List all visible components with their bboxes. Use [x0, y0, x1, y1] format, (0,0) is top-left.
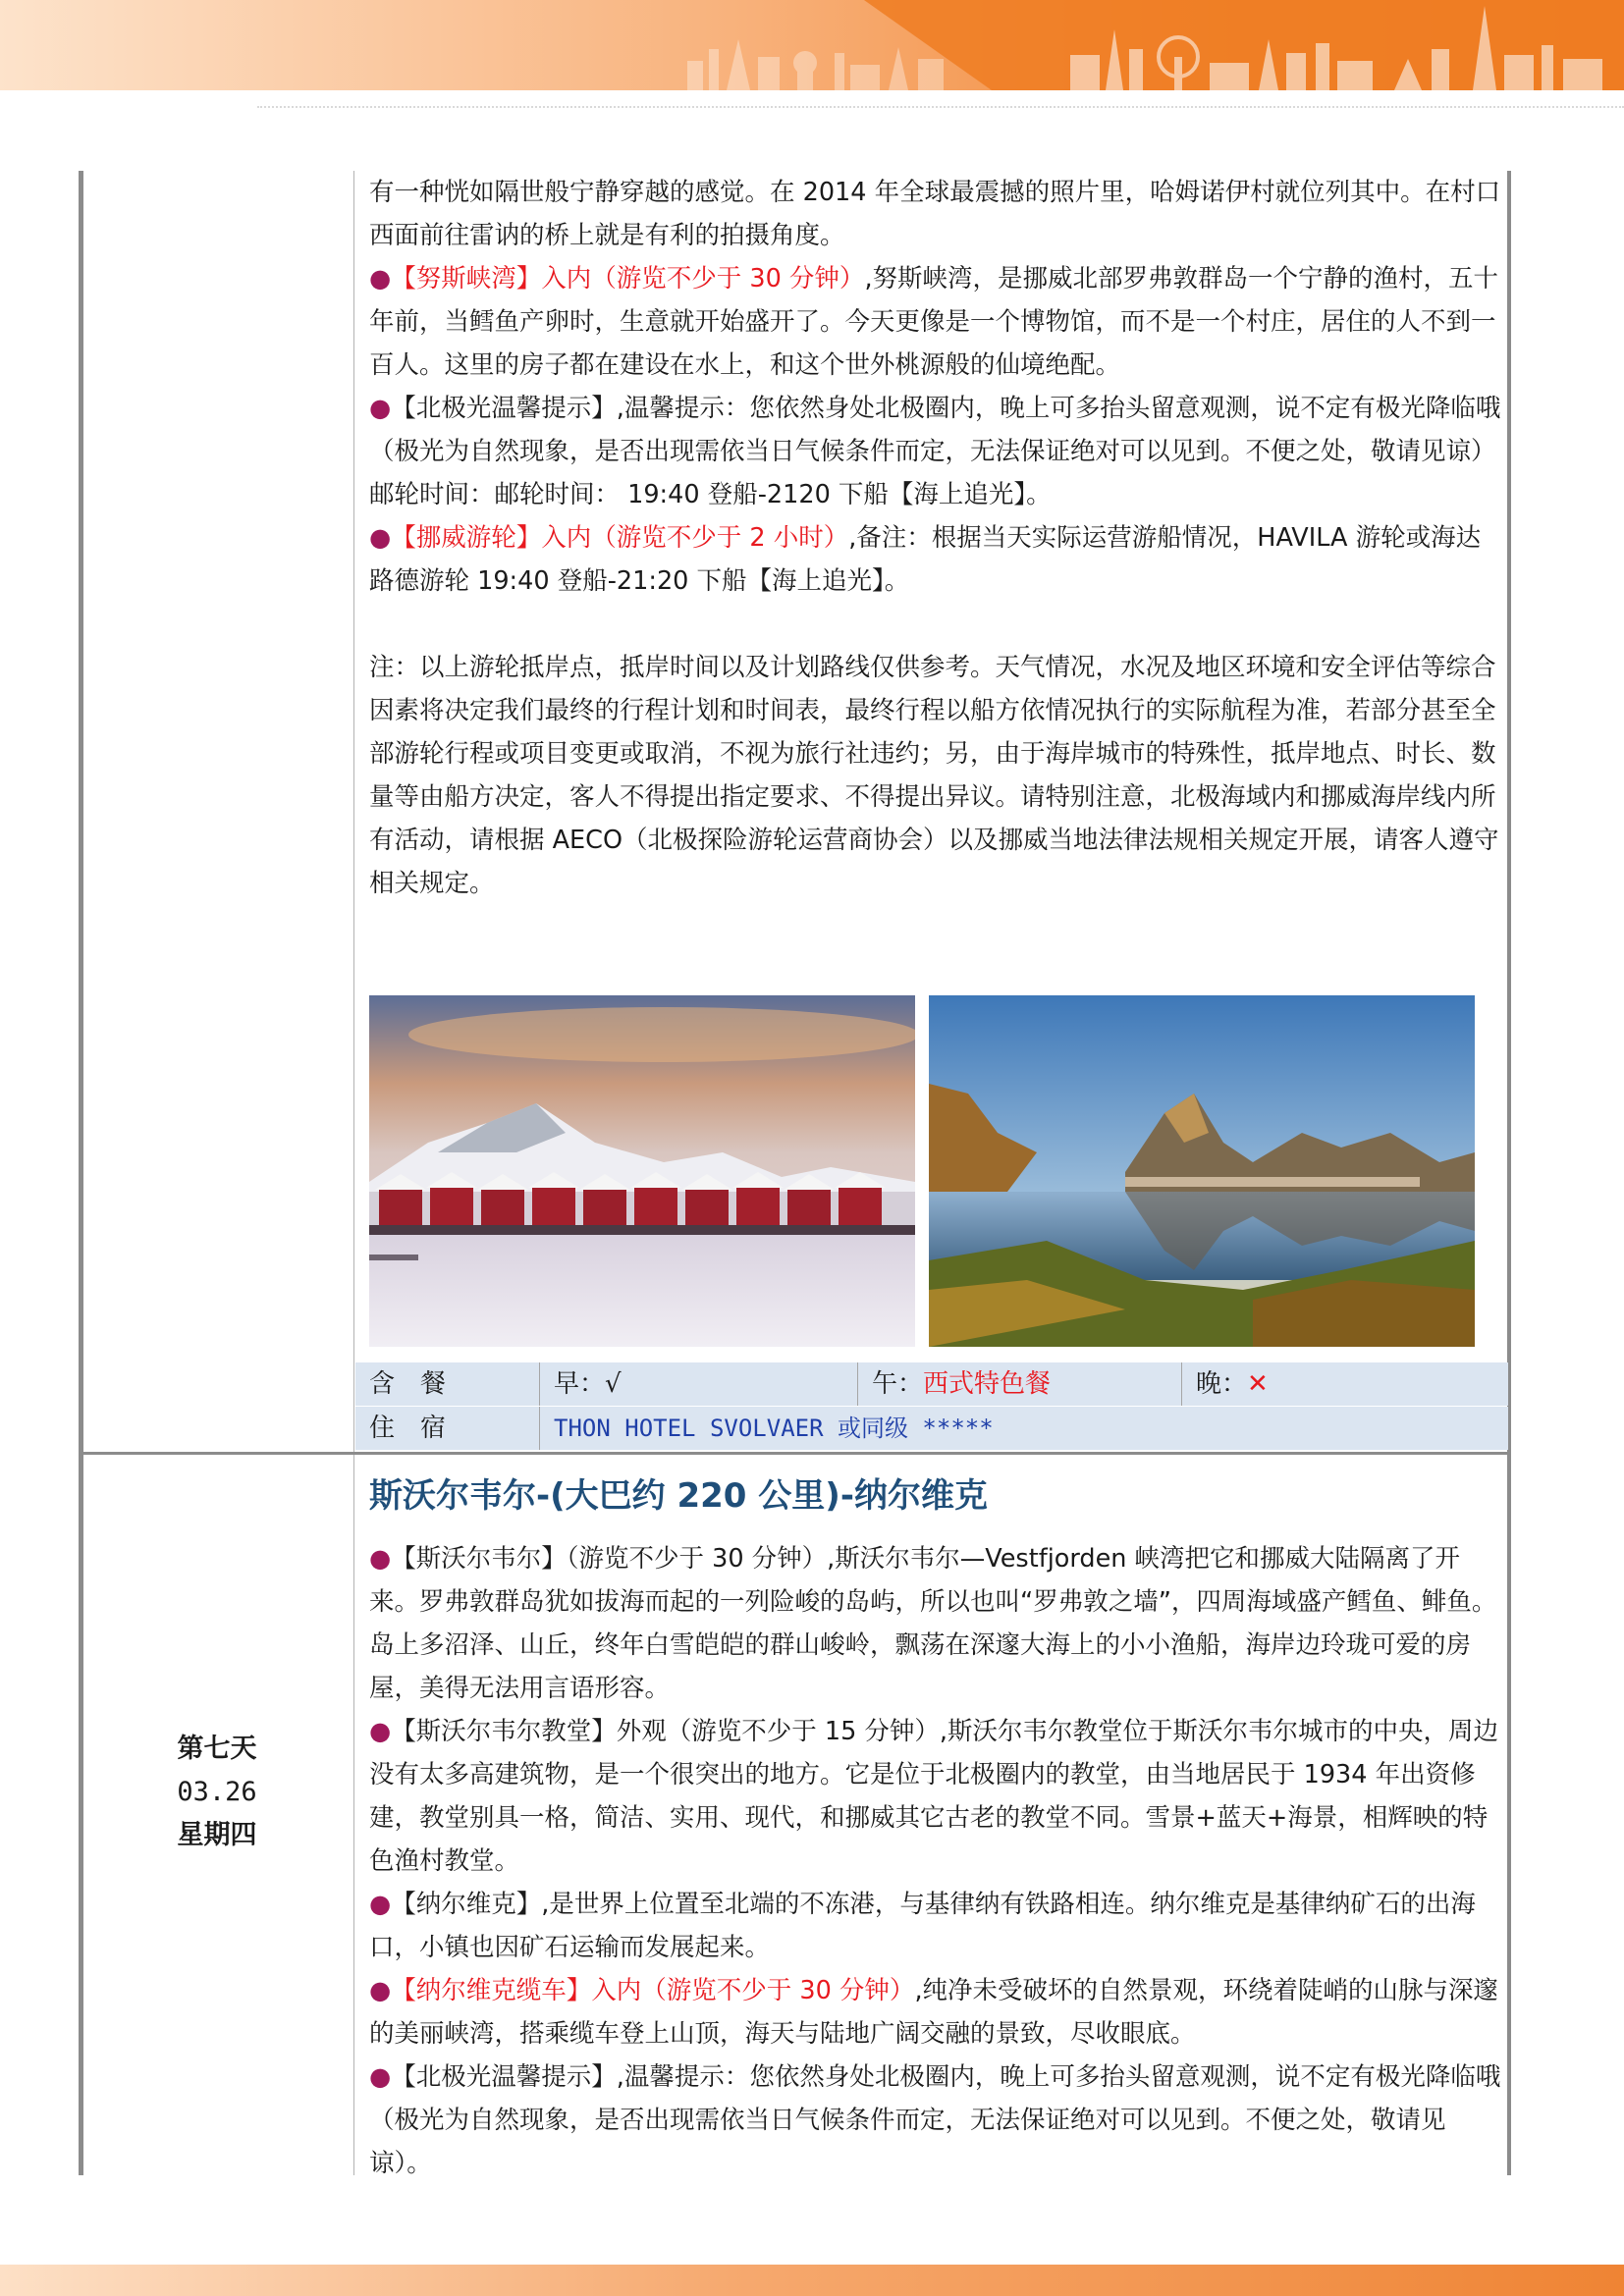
- paragraph-text: ,努斯峡湾，是挪威北部罗弗敦群岛一个宁静的渔村，五十年前，当鳕鱼产卵时，生意就开始盛开了。今天更像是一个博物馆，而不是一个村庄，居住的人不到一百人。这里的房子都在建设在水上，和这个世外桃源般的仙境绝配。: [369, 264, 1499, 380]
- hotel-label: 住 宿: [355, 1407, 540, 1450]
- bullet-icon: ●: [369, 523, 392, 553]
- paragraph: [369, 516, 1504, 603]
- day-date: 03.26: [177, 1777, 257, 1807]
- paragraph-text: 【纳尔维克】,是世界上位置至北端的不冻港，与基律纳有铁路相连。纳尔维克是基律纳矿石的出海口，小镇也因矿石运输而发展起来。: [369, 1890, 1476, 1962]
- paragraph: [369, 171, 1504, 257]
- paragraph-text: 【斯沃尔韦尔】（游览不少于 30 分钟）,斯沃尔韦尔—Vestfjorden 峡湾把它和挪威大陆隔离了开来。罗弗敦群岛犹如拔海而起的一列险峻的岛屿，所以也叫“罗弗敦之墙”，四周海域盛产鳕鱼、鲱鱼。岛上多沼泽、山丘，终年白雪皑皑的群山峻岭，飘荡在深邃大海上的小小渔船，海岸边玲珑可爱的房屋，美得无法用言语形容。: [369, 1544, 1497, 1703]
- dinner-prefix: 晚：: [1196, 1369, 1248, 1399]
- blank-line: [369, 603, 1504, 646]
- paragraph-text: 注：以上游轮抵岸点，抵岸时间以及计划路线仅供参考。天气情况，水况及地区环境和安全评估等综合因素将决定我们最终的行程计划和时间表，最终行程以船方依情况执行的实际航程为准，若部分甚至全部游轮行程或项目变更或取消，不视为旅行社违约；另，由于海岸城市的特殊性，抵岸地点、时长、数量等由船方决定，客人不得提出指定要求、不得提出异议。请特别注意，北极海域内和挪威海岸线内所有活动，请根据 AECO（北极探险游轮运营商协会）以及挪威当地法律法规相关规定开展，请客人遵守相关规定。: [369, 653, 1499, 898]
- day6-description: [369, 171, 1504, 905]
- paragraph: [369, 1710, 1504, 1883]
- paragraph: [369, 257, 1504, 387]
- paragraph: [369, 2056, 1504, 2185]
- paragraph: [369, 646, 1504, 905]
- table-column-divider: [353, 171, 354, 2175]
- meals-label: 含 餐: [355, 1362, 540, 1406]
- paragraph: [369, 1969, 1504, 2056]
- paragraph-text: ,纯净未受破坏的自然景观，环绕着陡峭的山脉与深邃的美丽峡湾，搭乘缆车登上山顶，海天与陆地广阔交融的景致，尽收眼底。: [369, 1976, 1499, 2049]
- paragraph-text: ,备注：根据当天实际运营游船情况，HAVILA 游轮或海达路德游轮 19:40 登船-21:20 下船【海上追光】。: [369, 523, 1482, 596]
- hotel-name: THON HOTEL SVOLVAER 或同级 *****: [554, 1415, 994, 1442]
- paragraph: [369, 473, 1504, 516]
- day-number: 第七天: [177, 1734, 257, 1764]
- bullet-icon: ●: [369, 1976, 392, 2005]
- bullet-icon: ●: [369, 1544, 392, 1574]
- day7-description: [369, 1537, 1504, 2185]
- meals-row: [355, 1362, 1508, 1406]
- paragraph-text: 【斯沃尔韦尔教堂】外观（游览不少于 15 分钟）,斯沃尔韦尔教堂位于斯沃尔韦尔城市的中央，周边没有太多高建筑物，是一个很突出的地方。它是位于北极圈内的教堂，由当地居民于 1934 年出资修建，教堂别具一格，简洁、实用、现代，和挪威其它古老的教堂不同。雪景+蓝天+海景，相辉映的特色渔村教堂。: [369, 1717, 1499, 1876]
- photo-red-cabins: [369, 995, 915, 1347]
- paragraph-text: 【北极光温馨提示】,温馨提示：您依然身处北极圈内，晚上可多抬头留意观测，说不定有极光降临哦（极光为自然现象，是否出现需依当日气候条件而定，无法保证绝对可以见到。不便之处，敬请见谅）: [369, 394, 1501, 466]
- highlight-text: 【努斯峡湾】入内（游览不少于 30 分钟）: [391, 264, 865, 294]
- photo-fjord-village: [929, 995, 1475, 1347]
- paragraph-text: 有一种恍如隔世般宁静穿越的感觉。在 2014 年全球最震撼的照片里，哈姆诺伊村就位列其中。在村口西面前往雷讷的桥上就是有利的拍摄角度。: [369, 178, 1501, 250]
- table-right-border: [1507, 171, 1511, 2175]
- paragraph: [369, 1537, 1504, 1710]
- highlight-text: 【纳尔维克缆车】入内（游览不少于 30 分钟）: [391, 1976, 915, 2005]
- bullet-icon: ●: [369, 1717, 392, 1746]
- header-skyline-graphic: [0, 0, 1624, 90]
- breakfast-cell: 早：√: [540, 1362, 858, 1406]
- lunch-value: 西式特色餐: [923, 1369, 1052, 1399]
- table-left-border: [79, 171, 83, 2175]
- paragraph: [369, 387, 1504, 473]
- day-row-divider: [79, 1452, 1511, 1455]
- header-divider: [257, 106, 1624, 108]
- header-banner: [0, 0, 1624, 90]
- bullet-icon: ●: [369, 394, 392, 423]
- day-weekday: 星期四: [177, 1820, 257, 1850]
- paragraph: [369, 1883, 1504, 1969]
- highlight-text: 【挪威游轮】入内（游览不少于 2 小时）: [391, 523, 849, 553]
- bullet-icon: ●: [369, 1890, 392, 1919]
- bullet-icon: ●: [369, 264, 392, 294]
- lunch-cell: [858, 1362, 1182, 1406]
- paragraph-text: 邮轮时间：邮轮时间： 19:40 登船-2120 下船【海上追光】。: [369, 480, 1052, 509]
- day-title: 斯沃尔韦尔-(大巴约 220 公里)-纳尔维克: [369, 1476, 988, 1516]
- dinner-cell: [1182, 1362, 1508, 1406]
- dinner-value-icon: ✕: [1247, 1369, 1269, 1399]
- hotel-row: [355, 1407, 1508, 1450]
- paragraph-text: 【北极光温馨提示】,温馨提示：您依然身处北极圈内，晚上可多抬头留意观测，说不定有极光降临哦（极光为自然现象，是否出现需依当日气候条件而定，无法保证绝对可以见到。不便之处，敬请见谅）。: [369, 2062, 1501, 2178]
- footer-bar: [0, 2265, 1624, 2296]
- lunch-prefix: 午：: [872, 1369, 924, 1399]
- bullet-icon: ●: [369, 2062, 392, 2092]
